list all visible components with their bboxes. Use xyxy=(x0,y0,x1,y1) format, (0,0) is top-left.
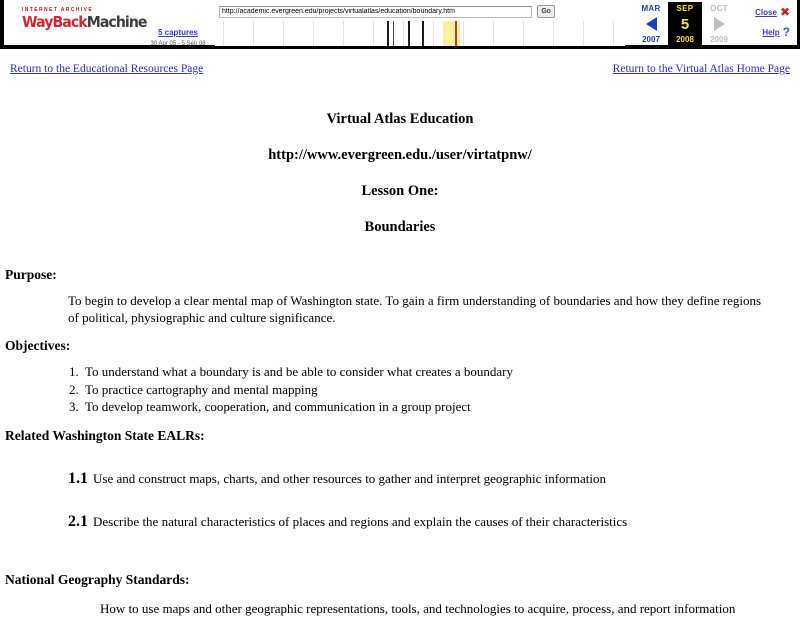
internet-archive-label: INTERNET ARCHIVE xyxy=(22,7,94,13)
current-year-label: 2008 xyxy=(676,35,694,44)
virtual-atlas-home-link[interactable]: Return to the Virtual Atlas Home Page xyxy=(612,63,790,75)
ealr-number: 2.1 xyxy=(68,512,88,530)
next-month-label: OCT xyxy=(710,4,728,13)
standards-heading: National Geography Standards: xyxy=(5,571,190,587)
capture-timeline[interactable] xyxy=(215,21,625,46)
go-button[interactable]: Go xyxy=(537,5,555,18)
page-title-url: http://www.evergreen.edu./user/virtatpnw/ xyxy=(268,147,532,163)
timeline-month-tick xyxy=(613,21,614,46)
timeline-month-tick xyxy=(523,21,524,46)
page-title: Virtual Atlas Education xyxy=(326,111,474,127)
wayback-toolbar xyxy=(0,0,800,49)
timeline-current-capture-marker[interactable] xyxy=(455,21,457,46)
wayback-machine-wordmark xyxy=(22,13,147,31)
ealr-item xyxy=(68,444,800,487)
timeline-month-tick xyxy=(343,21,344,46)
page-nav-links xyxy=(0,49,800,89)
captures-block xyxy=(133,22,223,47)
ealr-number: 1.1 xyxy=(68,469,88,487)
timeline-month-tick xyxy=(583,21,584,46)
captures-count-link[interactable]: 5 captures xyxy=(157,28,199,37)
current-capture-column xyxy=(668,2,702,46)
objectives-list xyxy=(0,363,800,416)
page-title-block xyxy=(0,111,800,235)
timeline-month-tick xyxy=(313,21,314,46)
lesson-label: Lesson One: xyxy=(361,183,439,199)
next-arrow-icon[interactable] xyxy=(714,17,725,31)
timeline-capture-bar[interactable] xyxy=(393,21,394,46)
current-day-label: 5 xyxy=(680,16,690,33)
previous-capture-column[interactable] xyxy=(634,2,668,46)
list-item: 1. To understand what a boundary is and be able to consider what creates a boundary xyxy=(82,363,800,381)
purpose-text: To begin to develop a clear mental map of Washington state. To gain a firm understanding of boundaries and how they define regions of political, physiographic and culture significance. xyxy=(68,293,762,325)
close-label[interactable]: Close xyxy=(755,8,777,17)
previous-month-label: MAR xyxy=(641,4,661,13)
help-control[interactable] xyxy=(762,25,790,39)
timeline-month-tick xyxy=(463,21,464,46)
previous-arrow-icon[interactable] xyxy=(646,17,657,31)
timeline-month-tick xyxy=(283,21,284,46)
ealr-text: Describe the natural characteristics of places and regions and explain the causes of their characteristics xyxy=(93,513,628,529)
next-year-label: 2009 xyxy=(710,35,728,44)
wayback-logo[interactable] xyxy=(22,7,147,31)
ealr-text: Use and construct maps, charts, and other resources to gather and interpret geographic information xyxy=(93,470,606,486)
url-row xyxy=(219,5,555,18)
captures-date-range: 30 Apr 05 - 5 Sep 08 xyxy=(150,41,206,47)
close-toolbar-control[interactable] xyxy=(755,5,790,19)
timeline-capture-bar[interactable] xyxy=(408,21,410,46)
timeline-month-tick xyxy=(373,21,374,46)
timeline-month-tick xyxy=(433,21,434,46)
timeline-capture-bar[interactable] xyxy=(387,21,389,46)
standards-first-line: How to use maps and other geographic representations, tools, and technologies to acquire, process, and report information xyxy=(100,600,736,616)
previous-year-label: 2007 xyxy=(642,35,660,44)
next-capture-column[interactable] xyxy=(702,2,736,46)
timeline-month-tick xyxy=(223,21,224,46)
ealrs-heading: Related Washington State EALRs: xyxy=(5,427,205,443)
purpose-heading: Purpose: xyxy=(5,267,57,282)
timeline-month-tick xyxy=(553,21,554,46)
ealr-item xyxy=(68,487,800,530)
lesson-topic: Boundaries xyxy=(364,219,436,235)
list-item: 2. To practice cartography and mental mapping xyxy=(82,381,800,399)
timeline-month-tick xyxy=(253,21,254,46)
url-input[interactable] xyxy=(219,6,532,18)
logo-machine-text: Machine xyxy=(86,13,147,31)
timeline-capture-bar[interactable] xyxy=(422,21,424,46)
timeline-month-tick xyxy=(493,21,494,46)
archived-page-content xyxy=(0,49,800,616)
close-icon[interactable]: ✖ xyxy=(779,5,790,19)
list-item: 3. To develop teamwork, cooperation, and communication in a group project xyxy=(82,398,800,416)
current-month-label: SEP xyxy=(676,4,694,13)
timeline-selected-month[interactable] xyxy=(443,21,460,46)
help-icon[interactable]: ? xyxy=(782,25,790,39)
help-label[interactable]: Help xyxy=(762,28,780,37)
objectives-heading: Objectives: xyxy=(5,338,71,353)
timeline-month-tick xyxy=(403,21,404,46)
logo-wayback-text: WayBack xyxy=(22,13,87,31)
educational-resources-link[interactable]: Return to the Educational Resources Page xyxy=(10,63,204,75)
date-navigator xyxy=(634,2,744,46)
